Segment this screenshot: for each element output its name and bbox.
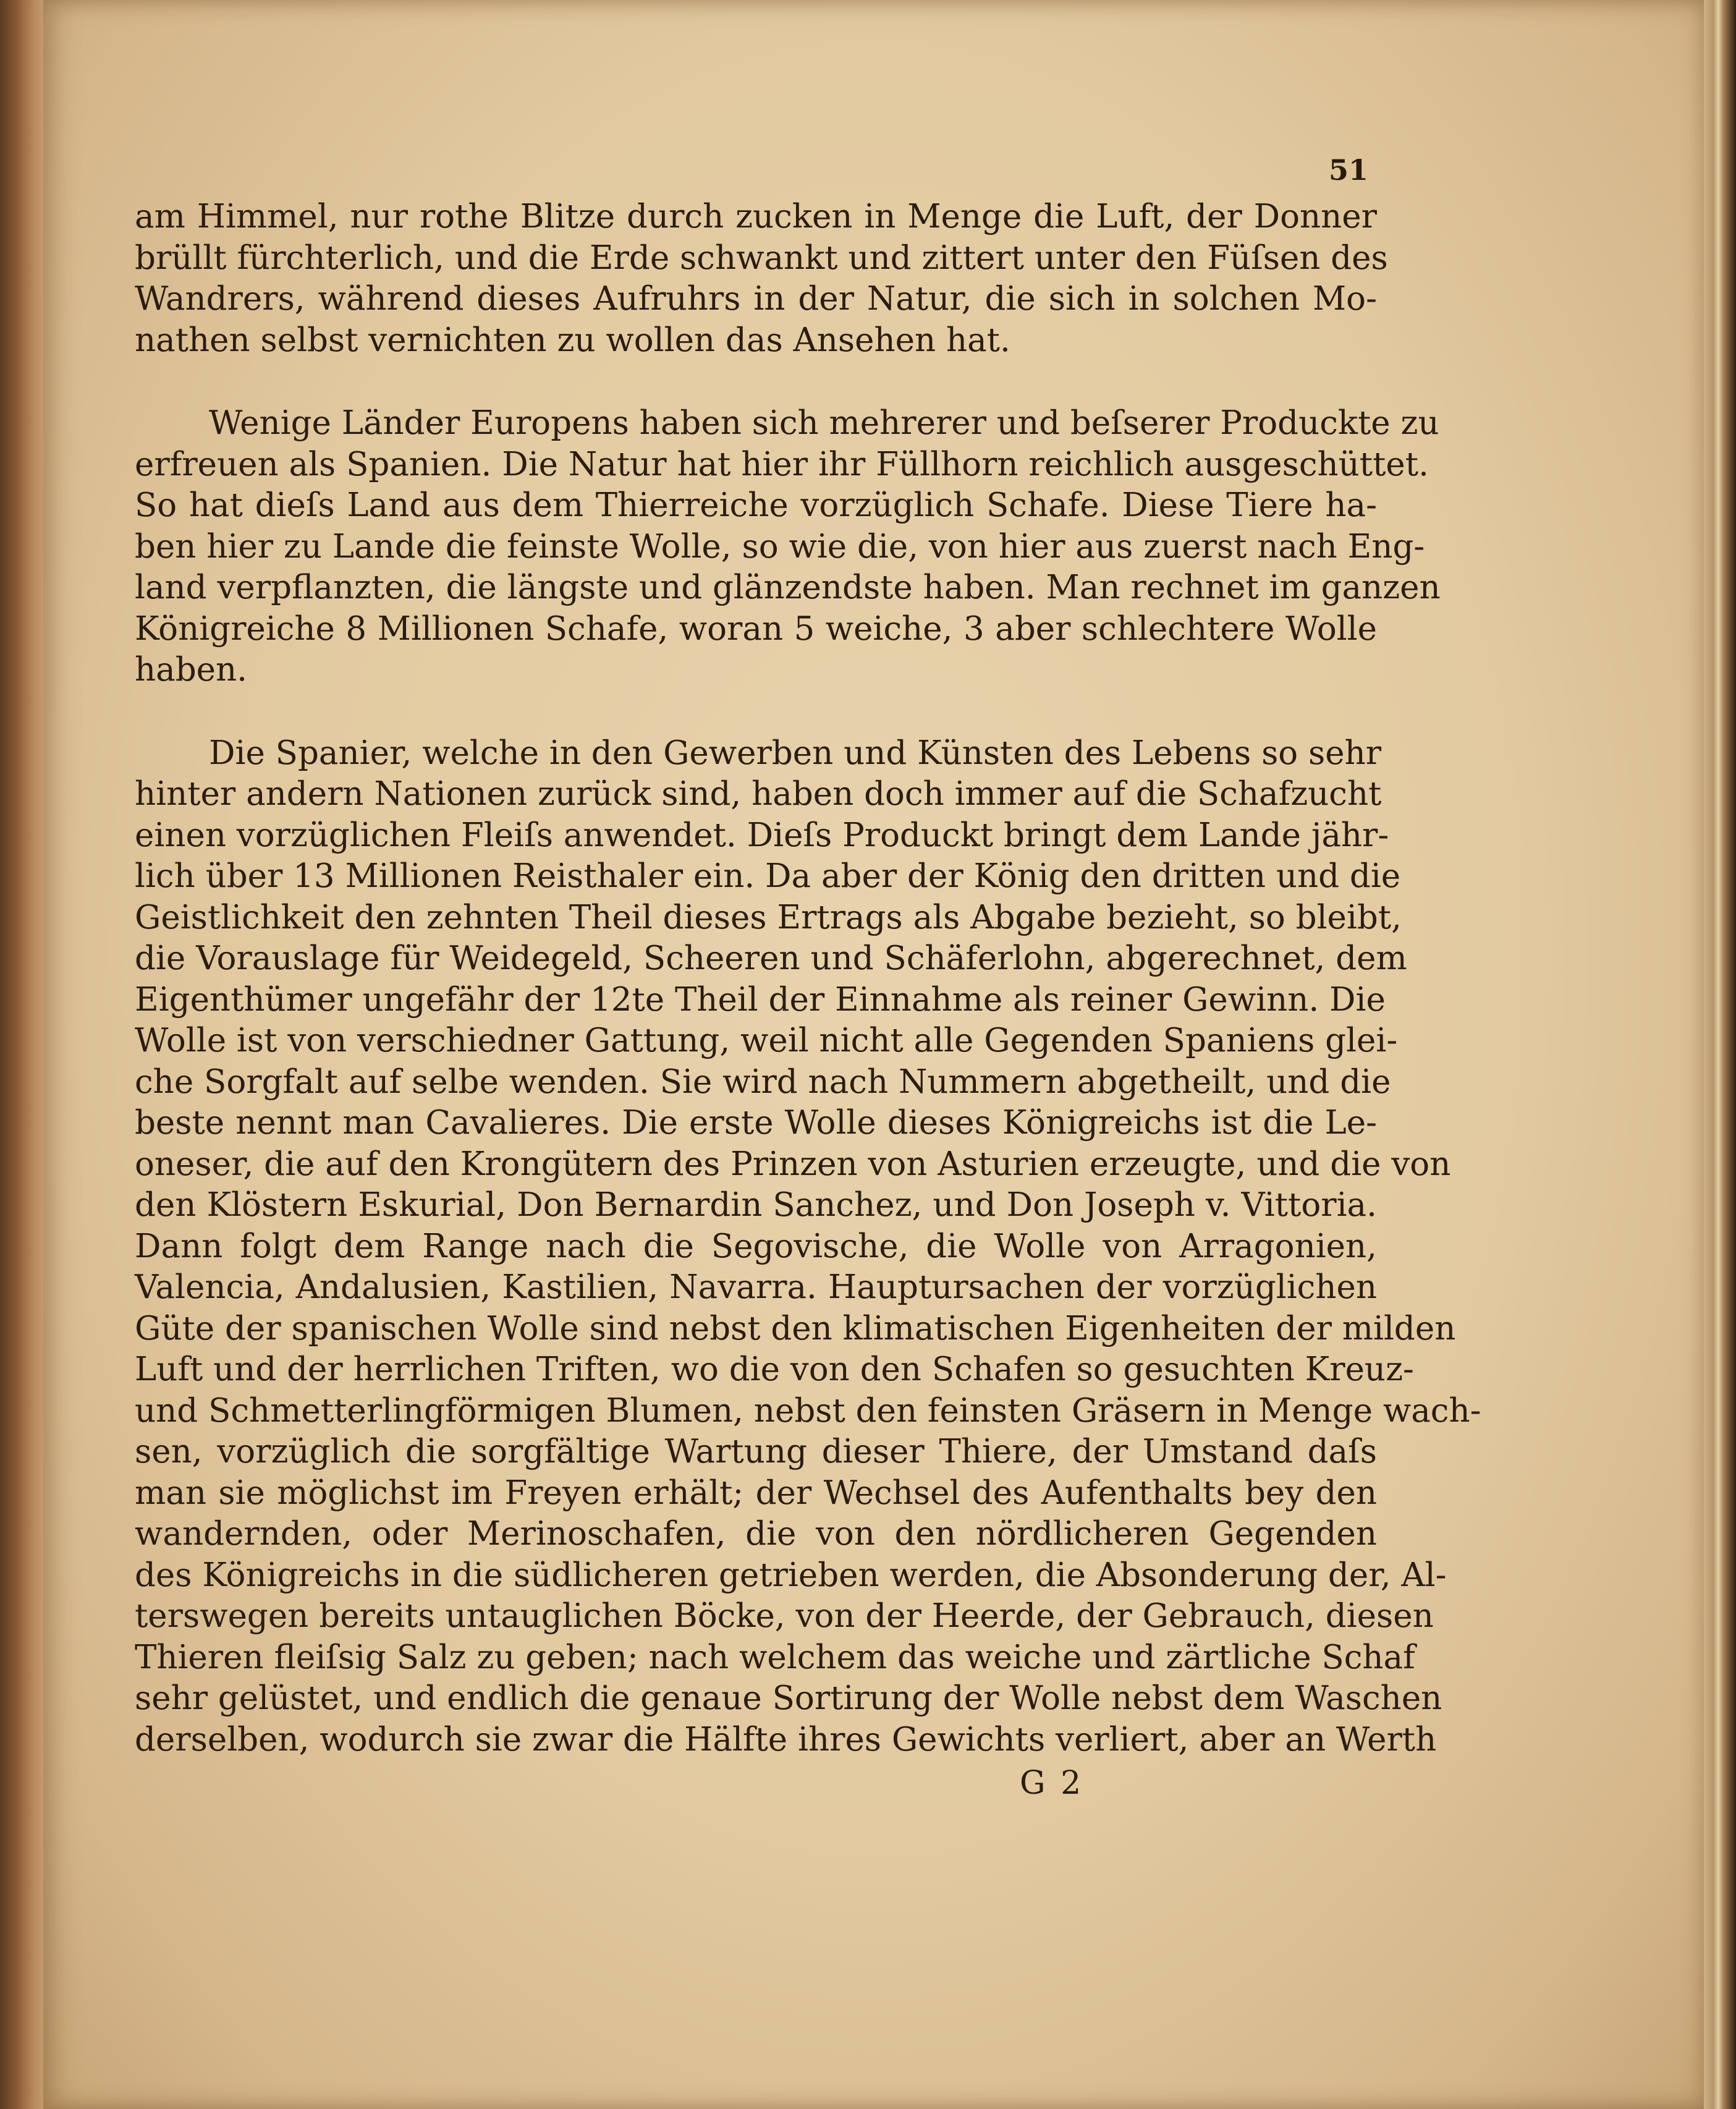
text-line: terswegen bereits untauglichen Böcke, von der Heerde, der Gebrauch, diesen [135,1597,1434,1635]
previous-page-edge [0,0,48,2109]
text-line: Königreiche 8 Millionen Schafe, woran 5 weiche, 3 aber schlechtere Wolle [135,609,1377,648]
text-line: Eigenthümer ungefähr der 12te Theil der Einnahme als reiner Gewinn. Die [135,980,1386,1019]
text-line: des Königreichs in die südlicheren getrieben werden, die Absonderung der, Al- [135,1556,1447,1594]
text-line: nathen selbst vernichten zu wollen das Ansehen hat. [135,321,1010,359]
text-line: man sie möglichst im Freyen erhält; der Wechsel des Aufenthalts bey den [135,1474,1377,1512]
text-line: Luft und der herrlichen Triften, wo die von den Schafen so gesuchten Kreuz- [135,1351,1414,1388]
text-line: erfreuen als Spanien. Die Natur hat hier ihr Füllhorn reichlich ausgeschüttet. [135,445,1429,483]
text-line: Güte der spanischen Wolle sind nebst den klimatischen Eigenheiten der milden [135,1309,1456,1347]
text-line: sen, vorzüglich die sorgfältige Wartung dieser Thiere, der Umstand daſs [135,1433,1377,1470]
text-line: beste nennt man Cavalieres. Die erste Wolle dieses Königreichs ist die Le- [135,1104,1377,1142]
text-line: und Schmetterlingförmigen Blumen, nebst den feinsten Gräsern in Menge wach- [135,1391,1481,1430]
text-line: Wolle ist von verschiedner Gattung, weil nicht alle Gegenden Spaniens glei- [135,1022,1398,1059]
paragraph-storm [135,197,1388,361]
text-line: haben. [135,651,248,689]
text-line: die Vorauslage für Weidegeld, Scheeren und Schäferlohn, abgerechnet, dem [135,940,1407,977]
page-stack-edge [1704,0,1736,2109]
paragraph-sheep-breeding [135,733,1481,1761]
text-line: land verpflanzten, die längste und glänzendste haben. Man rechnet im ganzen [135,569,1441,606]
page-number: 51 [1329,153,1369,187]
text-line: hinter andern Nationen zurück sind, haben doch immer auf die Schafzucht [135,775,1382,813]
text-line: am Himmel, nur rothe Blitze durch zucken in Menge die Luft, der Donner [135,198,1377,236]
text-line: lich über 13 Millionen Reisthaler ein. Da aber der König den dritten und die [135,857,1401,895]
paragraph-products [135,403,1441,691]
text-line: che Sorgfalt auf selbe wenden. Sie wird nach Nummern abgetheilt, und die [135,1063,1391,1101]
text-line: Wandrers, während dieses Aufruhrs in der Natur, die sich in solchen Mo- [135,280,1377,318]
text-line: derselben, wodurch sie zwar die Hälfte ihres Gewichts verliert, aber an Werth [135,1720,1437,1759]
text-line: So hat dieſs Land aus dem Thierreiche vorzüglich Schafe. Diese Tiere ha- [135,486,1377,524]
text-line: Die Spanier, welche in den Gewerben und Künsten des Lebens so sehr [209,734,1382,772]
text-line: den Klöstern Eskurial, Don Bernardin Sanchez, und Don Joseph v. Vittoria. [135,1186,1377,1224]
text-line: wandernden, oder Merinoschafen, die von den nördlicheren Gegenden [135,1515,1377,1553]
body-text [135,197,1481,1760]
text-line: Dann folgt dem Range nach die Segovische, die Wolle von Arragonien, [135,1227,1377,1265]
printer-signature-mark: G 2 [1020,1765,1084,1802]
text-line: Valencia, Andalusien, Kastilien, Navarra. Hauptursachen der vorzüglichen [135,1268,1377,1306]
text-line: brüllt fürchterlich, und die Erde schwankt und zittert unter den Füſsen des [135,239,1388,277]
text-line: Geistlichkeit den zehnten Theil dieses Ertrags als Abgabe bezieht, so bleibt, [135,898,1402,936]
text-line: Thieren fleiſsig Salz zu geben; nach welchem das weiche und zärtliche Schaf [135,1638,1415,1676]
text-line: einen vorzüglichen Fleiſs anwendet. Dieſs Produckt bringt dem Lande jähr- [135,816,1389,854]
text-line: oneser, die auf den Krongütern des Prinzen von Asturien erzeugte, und die von [135,1145,1451,1183]
text-line: ben hier zu Lande die feinste Wolle, so wie die, von hier aus zuerst nach Eng- [135,527,1425,566]
text-line: Wenige Länder Europens haben sich mehrerer und beſserer Produckte zu [209,404,1439,442]
text-line: sehr gelüstet, und endlich die genaue Sortirung der Wolle nebst dem Waschen [135,1679,1442,1717]
